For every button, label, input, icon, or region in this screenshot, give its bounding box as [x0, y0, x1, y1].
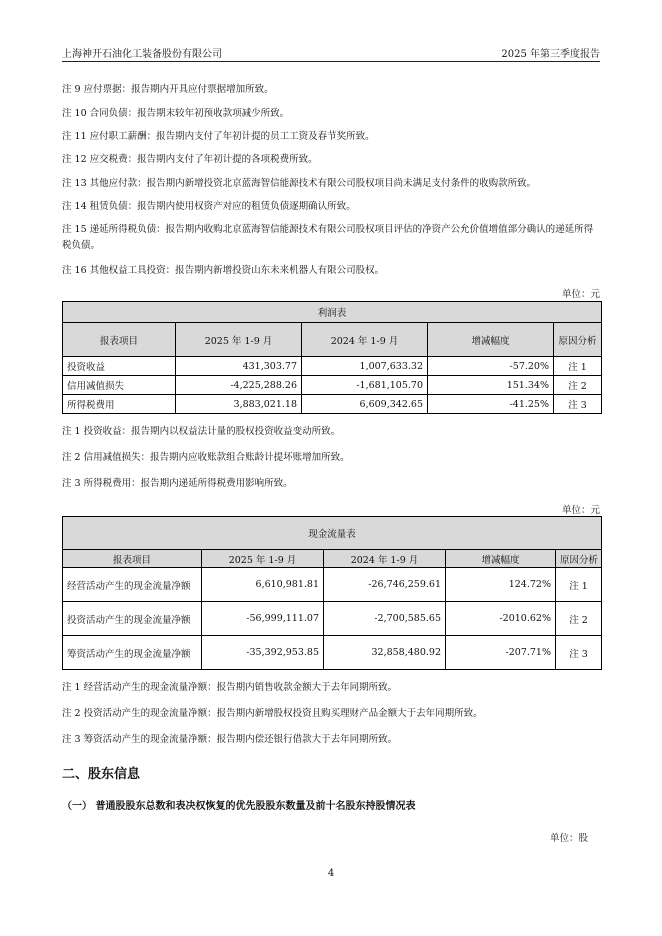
reason-cell: 注 3 [556, 636, 602, 670]
unit-label-income: 单位：元 [561, 289, 600, 300]
table-row [63, 602, 602, 636]
column-header: 2025 年 1-9 月 [176, 323, 302, 357]
section-title-shareholders: 二、股东信息 [62, 767, 141, 782]
company-name: 上海神开石油化工装备股份有限公司 [62, 49, 222, 60]
table-row [63, 376, 602, 395]
column-header: 增减幅度 [428, 323, 554, 357]
value-cell: -4,225,288.26 [176, 376, 302, 395]
report-title: 2025 年第三季度报告 [501, 49, 600, 60]
change-cell: -41.25% [428, 395, 554, 414]
cashflow-statement-table [62, 516, 602, 670]
note-12: 注 12 应交税费：报告期内支付了年初计提的各项税费所致。 [62, 154, 318, 165]
column-header: 原因分析 [556, 550, 602, 568]
income-note-1: 注 1 投资收益：报告期内以权益法计量的股权投资收益变动所致。 [62, 426, 341, 437]
column-header: 报表项目 [63, 550, 202, 568]
table-row [63, 568, 602, 602]
header-divider [62, 61, 600, 62]
value-cell: -2,700,585.65 [324, 602, 446, 636]
income-statement-table [62, 301, 602, 414]
income-note-3: 注 3 所得税费用：报告期内递延所得税费用影响所致。 [62, 478, 293, 489]
note-11: 注 11 应付职工薪酬：报告期内支付了年初计提的员工工资及春节奖所致。 [62, 131, 375, 142]
column-header: 2025 年 1-9 月 [202, 550, 324, 568]
column-header: 2024 年 1-9 月 [324, 550, 446, 568]
item-cell: 投资收益 [63, 357, 176, 376]
note-15: 注 15 递延所得税负债：报告期内收购北京蓝海智信能源技术有限公司股权项目评估的净资产公允价值增值部分确认的递延所得税负债。 [62, 224, 594, 251]
table-title: 现金流量表 [63, 517, 602, 550]
item-cell: 所得税费用 [63, 395, 176, 414]
value-cell: -1,681,105.70 [302, 376, 428, 395]
note-13: 注 13 其他应付款：报告期内新增投资北京蓝海智信能源技术有限公司股权项目尚未满足支付条件的收购款所致。 [62, 178, 537, 189]
value-cell: 1,007,633.32 [302, 357, 428, 376]
value-cell: 32,858,480.92 [324, 636, 446, 670]
value-cell: 6,610,981.81 [202, 568, 324, 602]
change-cell: -2010.62% [446, 602, 556, 636]
unit-label-cashflow: 单位：元 [561, 505, 600, 516]
table-row [63, 395, 602, 414]
value-cell: -26,746,259.61 [324, 568, 446, 602]
income-note-2: 注 2 信用减值损失：报告期内应收账款组合账龄计提坏账增加所致。 [62, 452, 350, 463]
note-10: 注 10 合同负债：报告期末较年初预收款项减少所致。 [62, 108, 290, 119]
value-cell: -35,392,953.85 [202, 636, 324, 670]
subsection-title: （一） 普通股股东总数和表决权恢复的优先股股东数量及前十名股东持股情况表 [62, 801, 416, 812]
item-cell: 信用减值损失 [63, 376, 176, 395]
table-row [63, 636, 602, 670]
cashflow-note-2: 注 2 投资活动产生的现金流量净额：报告期内新增股权投资且购买理财产品金额大于去年同期所致。 [62, 708, 483, 719]
reason-cell: 注 3 [554, 395, 602, 414]
page-number: 4 [327, 868, 335, 879]
column-header: 报表项目 [63, 323, 176, 357]
column-header: 2024 年 1-9 月 [302, 323, 428, 357]
column-header: 增减幅度 [446, 550, 556, 568]
item-cell: 经营活动产生的现金流量净额 [63, 568, 202, 602]
column-header: 原因分析 [554, 323, 602, 357]
unit-label-shares: 单位：股 [549, 833, 588, 844]
item-cell: 投资活动产生的现金流量净额 [63, 602, 202, 636]
table-row [63, 357, 602, 376]
value-cell: 431,303.77 [176, 357, 302, 376]
value-cell: -56,999,111.07 [202, 602, 324, 636]
cashflow-note-1: 注 1 经营活动产生的现金流量净额：报告期内销售收款金额大于去年同期所致。 [62, 682, 398, 693]
value-cell: 6,609,342.65 [302, 395, 428, 414]
note-9: 注 9 应付票据：报告期内开具应付票据增加所致。 [62, 84, 274, 95]
reason-cell: 注 2 [554, 376, 602, 395]
note-16: 注 16 其他权益工具投资：报告期内新增投资山东未来机器人有限公司股权。 [62, 265, 385, 276]
table-title: 利润表 [63, 302, 602, 323]
change-cell: -207.71% [446, 636, 556, 670]
change-cell: 124.72% [446, 568, 556, 602]
change-cell: 151.34% [428, 376, 554, 395]
page-header [62, 45, 600, 60]
reason-cell: 注 2 [556, 602, 602, 636]
value-cell: 3,883,021.18 [176, 395, 302, 414]
reason-cell: 注 1 [556, 568, 602, 602]
item-cell: 筹资活动产生的现金流量净额 [63, 636, 202, 670]
note-14: 注 14 租赁负债：报告期内使用权资产对应的租赁负债逐期确认所致。 [62, 201, 356, 212]
cashflow-note-3: 注 3 筹资活动产生的现金流量净额：报告期内偿还银行借款大于去年同期所致。 [62, 734, 398, 745]
change-cell: -57.20% [428, 357, 554, 376]
reason-cell: 注 1 [554, 357, 602, 376]
